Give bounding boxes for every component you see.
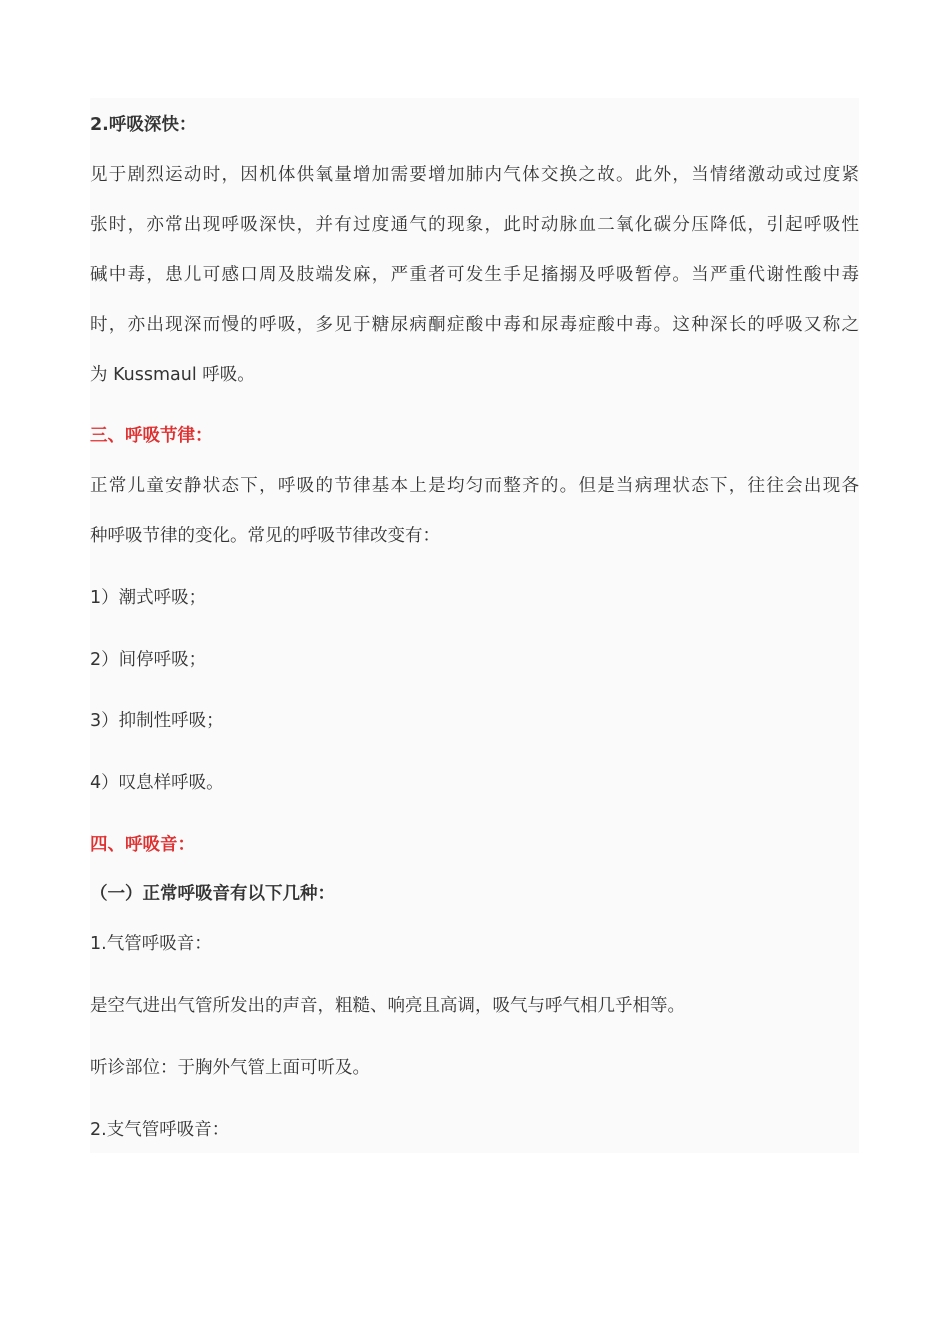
item-description: 是空气进出气管所发出的声音，粗糙、响亮且高调，吸气与呼气相几乎相等。	[90, 996, 685, 1016]
section-heading-breath-sounds: 四、呼吸音：	[90, 835, 195, 855]
paragraph-line: 种呼吸节律的变化。常见的呼吸节律改变有：	[90, 526, 440, 546]
paragraph-line: 正常儿童安静状态下，呼吸的节律基本上是均匀而整齐的。但是当病理状态下，往往会出现各	[90, 476, 859, 496]
list-item: 4）叹息样呼吸。	[90, 773, 224, 793]
section-heading-breathing-rhythm: 三、呼吸节律：	[90, 426, 213, 446]
item-title: 2.支气管呼吸音：	[90, 1120, 230, 1140]
paragraph-line: 张时，亦常出现呼吸深快，并有过度通气的现象，此时动脉血二氧化碳分压降低，引起呼吸性	[90, 215, 859, 235]
paragraph-line: 碱中毒，患儿可感口周及肢端发麻，严重者可发生手足搐搦及呼吸暂停。当严重代谢性酸中毒	[90, 265, 859, 285]
item-title: 1.气管呼吸音：	[90, 934, 212, 954]
section-heading-deep-fast-breathing: 2.呼吸深快：	[90, 115, 197, 135]
list-item: 3）抑制性呼吸；	[90, 711, 224, 731]
subsection-heading: （一）正常呼吸音有以下几种：	[90, 884, 335, 904]
paragraph-line: 时，亦出现深而慢的呼吸，多见于糖尿病酮症酸中毒和尿毒症酸中毒。这种深长的呼吸又称之	[90, 315, 859, 335]
paragraph-line: 为 Kussmaul 呼吸。	[90, 365, 255, 385]
document-content	[90, 98, 859, 1153]
list-item: 2）间停呼吸；	[90, 650, 207, 670]
item-auscultation-site: 听诊部位：于胸外气管上面可听及。	[90, 1058, 370, 1078]
list-item: 1）潮式呼吸；	[90, 588, 207, 608]
paragraph-line: 见于剧烈运动时，因机体供氧量增加需要增加肺内气体交换之故。此外，当情绪激动或过度紧	[90, 165, 859, 185]
